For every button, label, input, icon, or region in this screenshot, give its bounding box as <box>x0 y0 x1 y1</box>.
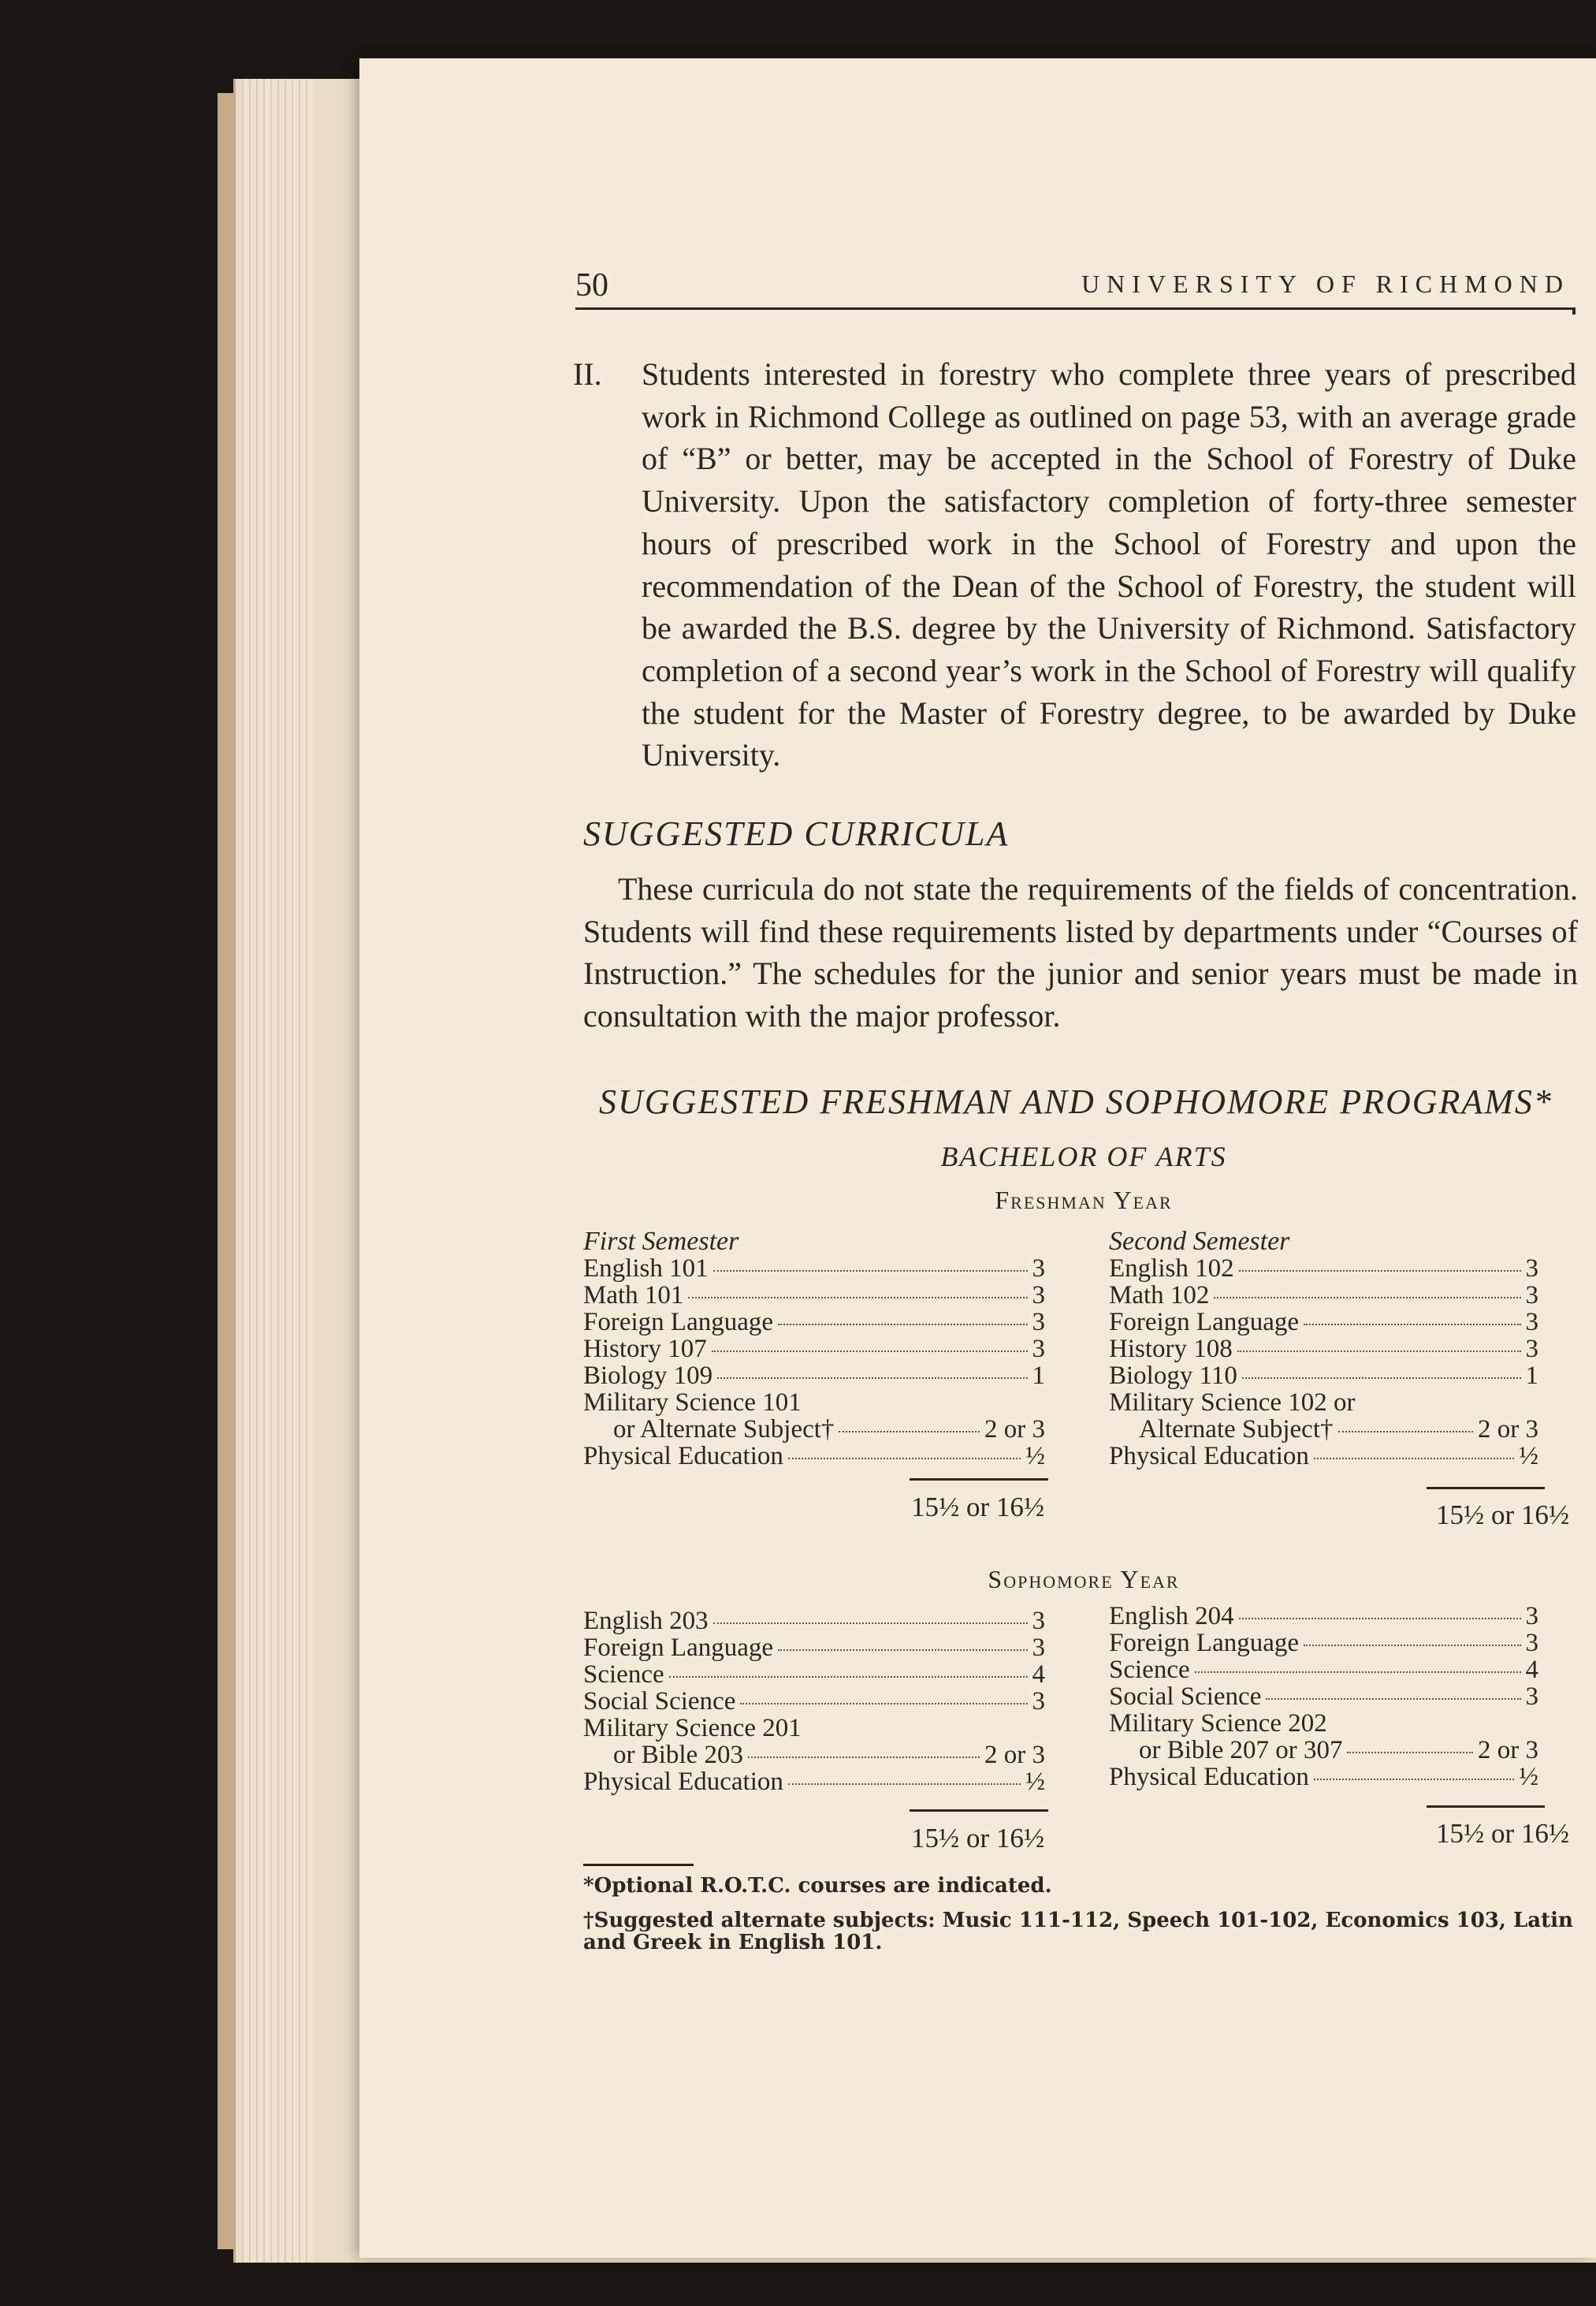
leader-dots <box>788 1458 1021 1459</box>
course-credits: ½ <box>1519 1763 1538 1791</box>
course-row <box>583 1768 1045 1795</box>
course-row <box>583 1389 1045 1416</box>
course-name: Physical Education <box>583 1442 783 1470</box>
freshman-second-semester <box>1109 1228 1538 1470</box>
course-name: Foreign Language <box>583 1634 774 1662</box>
leader-dots <box>839 1431 980 1432</box>
footnote-rule <box>583 1864 694 1866</box>
course-row <box>1109 1389 1538 1416</box>
curricula-paragraph <box>583 868 1578 1038</box>
course-name: or Bible 207 or 307 <box>1139 1736 1343 1764</box>
course-row <box>1109 1737 1538 1764</box>
course-row <box>1109 1764 1538 1790</box>
course-row <box>583 1255 1045 1282</box>
sophomore-second-semester <box>1109 1603 1538 1790</box>
leader-dots <box>778 1324 1027 1325</box>
course-name: Military Science 201 <box>583 1714 802 1742</box>
course-credits: 2 or 3 <box>984 1741 1045 1769</box>
course-name: Biology 109 <box>583 1362 713 1390</box>
course-name: English 203 <box>583 1607 709 1635</box>
course-credits: 3 <box>1525 1629 1538 1657</box>
course-name: Math 101 <box>583 1281 684 1309</box>
second-semester-title: Second Semester <box>1109 1227 1290 1256</box>
course-name: Science <box>583 1660 664 1689</box>
leader-dots <box>669 1676 1028 1678</box>
course-credits: 3 <box>1525 1281 1538 1309</box>
semester-total: 15½ or 16½ <box>1436 1818 1570 1849</box>
course-credits: 2 or 3 <box>1478 1736 1538 1764</box>
course-row <box>1109 1603 1538 1630</box>
course-row <box>583 1742 1045 1768</box>
course-credits: 3 <box>1032 1281 1045 1309</box>
freshman-year-heading: Freshman Year <box>995 1186 1173 1214</box>
semester-total: 15½ or 16½ <box>911 1823 1045 1853</box>
leader-dots <box>1237 1350 1521 1352</box>
degree-heading: BACHELOR OF ARTS <box>940 1141 1227 1172</box>
course-row <box>583 1282 1045 1309</box>
course-row <box>1109 1710 1538 1737</box>
course-credits: 4 <box>1032 1660 1045 1689</box>
sophomore-first-semester <box>583 1607 1045 1795</box>
course-row <box>583 1443 1045 1470</box>
leader-dots <box>1239 1618 1521 1619</box>
course-credits: 3 <box>1525 1308 1538 1336</box>
freshman-first-semester <box>583 1228 1045 1470</box>
course-row <box>583 1661 1045 1688</box>
course-name: Social Science <box>583 1687 736 1716</box>
course-credits: 2 or 3 <box>984 1415 1045 1444</box>
course-credits: 1 <box>1032 1362 1045 1390</box>
course-name: History 108 <box>1109 1335 1233 1363</box>
curricula-text: These curricula do not state the requirements of the fields of concentration. Students will find these requirements listed by departments under “Courses of Instruction.” The schedules for the junior and senior years must be made in consultation with the major professor. <box>583 871 1578 1034</box>
course-row <box>583 1309 1045 1336</box>
course-name: English 101 <box>583 1254 709 1283</box>
course-row <box>583 1715 1045 1742</box>
course-credits: 3 <box>1032 1687 1045 1716</box>
course-name: Science <box>1109 1656 1190 1684</box>
course-name: Physical Education <box>583 1768 783 1796</box>
course-credits: 3 <box>1032 1254 1045 1283</box>
course-row <box>583 1607 1045 1634</box>
course-row <box>583 1634 1045 1661</box>
course-credits: 1 <box>1525 1362 1538 1390</box>
leader-dots <box>740 1703 1027 1704</box>
course-name: Foreign Language <box>1109 1629 1300 1657</box>
course-credits: 3 <box>1032 1335 1045 1363</box>
course-row <box>1109 1282 1538 1309</box>
leader-dots <box>788 1783 1021 1785</box>
leader-dots <box>1266 1698 1520 1700</box>
course-row <box>1109 1255 1538 1282</box>
course-credits: ½ <box>1519 1442 1538 1470</box>
leader-dots <box>712 1350 1028 1352</box>
course-name: Biology 110 <box>1109 1362 1237 1390</box>
first-semester-title: First Semester <box>583 1227 739 1256</box>
course-row <box>583 1336 1045 1362</box>
semester-total: 15½ or 16½ <box>1436 1499 1570 1530</box>
leader-dots <box>1304 1645 1520 1646</box>
leader-dots <box>1347 1752 1473 1753</box>
course-row <box>1109 1416 1538 1443</box>
leader-dots <box>1304 1324 1520 1325</box>
leader-dots <box>688 1297 1027 1298</box>
course-name: Alternate Subject† <box>1139 1415 1334 1444</box>
course-row <box>583 1362 1045 1389</box>
course-credits: 3 <box>1032 1607 1045 1635</box>
course-name: Foreign Language <box>583 1308 774 1336</box>
curricula-heading: SUGGESTED CURRICULA <box>583 814 1010 853</box>
course-row <box>1109 1443 1538 1470</box>
course-credits: ½ <box>1025 1442 1045 1470</box>
course-name: Foreign Language <box>1109 1308 1300 1336</box>
sophomore-year-heading: Sophomore Year <box>988 1565 1180 1593</box>
course-credits: 3 <box>1525 1682 1538 1711</box>
leader-dots <box>1239 1270 1521 1272</box>
course-row <box>583 1416 1045 1443</box>
course-credits: 3 <box>1032 1634 1045 1662</box>
leader-dots <box>778 1649 1027 1651</box>
course-name: Math 102 <box>1109 1281 1210 1309</box>
course-name: Military Science 202 <box>1109 1709 1327 1738</box>
course-name: Physical Education <box>1109 1763 1309 1791</box>
leader-dots <box>1338 1431 1473 1432</box>
course-credits: ½ <box>1025 1768 1045 1796</box>
course-credits: 3 <box>1525 1335 1538 1363</box>
leader-dots <box>1195 1671 1521 1673</box>
running-head: UNIVERSITY OF RICHMOND <box>1081 270 1570 298</box>
course-credits: 4 <box>1525 1656 1538 1684</box>
footnote-alternate: †Suggested alternate subjects: Music 111-112, Speech 101-102, Economics 103, Latin and Greek in English 101. <box>583 1909 1573 1954</box>
leader-dots <box>748 1757 980 1758</box>
sum-rule <box>910 1809 1048 1812</box>
course-row <box>1109 1309 1538 1336</box>
course-name: or Alternate Subject† <box>613 1415 835 1444</box>
course-credits: 2 or 3 <box>1478 1415 1538 1444</box>
footnote-optional: *Optional R.O.T.C. courses are indicated. <box>583 1874 1052 1898</box>
page-header <box>575 260 1592 307</box>
header-rule <box>575 307 1572 310</box>
course-row <box>1109 1336 1538 1362</box>
course-name: Military Science 101 <box>583 1388 802 1417</box>
course-credits: 3 <box>1525 1254 1538 1283</box>
course-name: Physical Education <box>1109 1442 1309 1470</box>
sum-rule <box>910 1478 1048 1481</box>
course-name: English 204 <box>1109 1602 1234 1630</box>
course-name: Social Science <box>1109 1682 1262 1711</box>
page-number: 50 <box>575 267 608 304</box>
forestry-item-number: II. <box>573 356 602 392</box>
forestry-paragraph <box>642 353 1576 777</box>
leader-dots <box>1214 1297 1520 1298</box>
course-name: History 107 <box>583 1335 707 1363</box>
leader-dots <box>1242 1377 1521 1379</box>
course-row <box>1109 1630 1538 1656</box>
course-name: English 102 <box>1109 1254 1234 1283</box>
sum-rule <box>1427 1805 1545 1808</box>
course-name: or Bible 203 <box>613 1741 743 1769</box>
leader-dots <box>713 1622 1028 1624</box>
course-row <box>1109 1683 1538 1710</box>
forestry-text: Students interested in forestry who complete three years of prescribed work in Richmond College as outlined on page 53, with an average grade of “B” or better, may be accepted in the School of Forestry of Duke University. Upon the satisfactory completion of forty-three semester hours of prescribed work in the School of Forestry and upon the recommendation of the Dean of the School of Forestry, the student will be awarded the B.S. degree by the University of Richmond. Satisfactory completion of a second year’s work in the School of Forestry will qualify the student for the Master of Forestry degree, to be awarded by Duke University. <box>642 356 1576 773</box>
course-row <box>1109 1362 1538 1389</box>
sum-rule <box>1427 1487 1545 1489</box>
course-credits: 3 <box>1032 1308 1045 1336</box>
course-row <box>1109 1656 1538 1683</box>
leader-dots <box>1314 1458 1514 1459</box>
leader-dots <box>1314 1779 1514 1780</box>
leader-dots <box>713 1270 1028 1272</box>
semester-total: 15½ or 16½ <box>911 1492 1045 1522</box>
course-credits: 3 <box>1525 1602 1538 1630</box>
programs-heading: SUGGESTED FRESHMAN AND SOPHOMORE PROGRAMS* <box>599 1082 1553 1121</box>
course-row <box>583 1688 1045 1715</box>
leader-dots <box>717 1377 1027 1379</box>
course-name: Military Science 102 or <box>1109 1388 1356 1417</box>
